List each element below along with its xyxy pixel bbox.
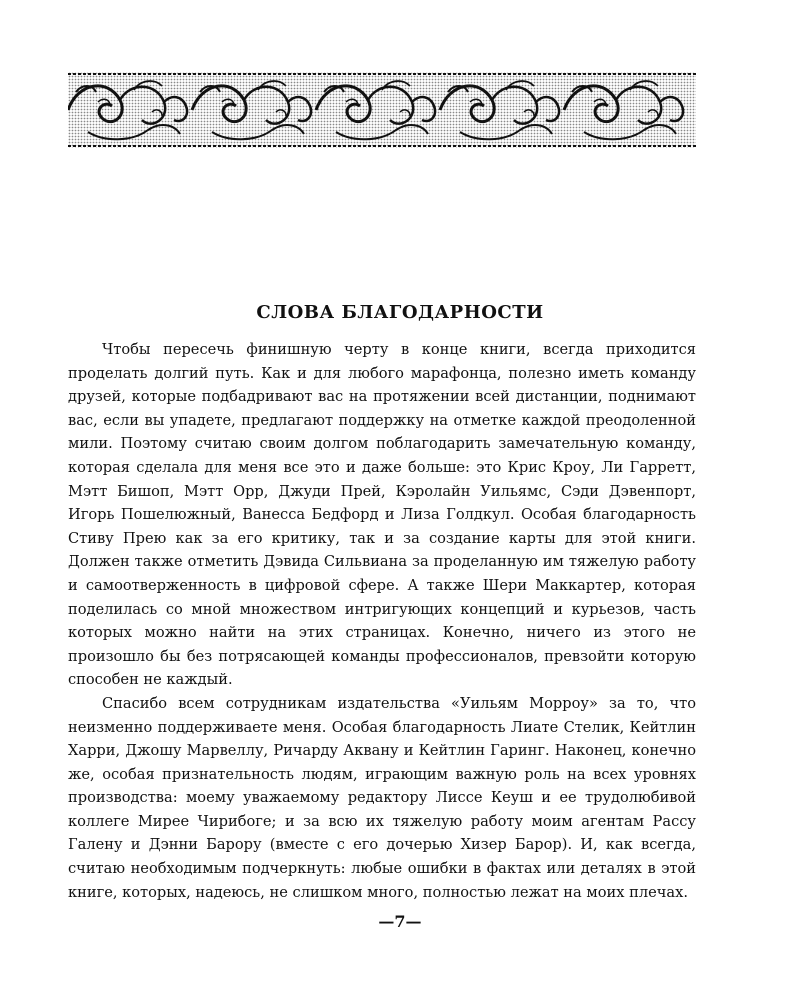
page-title: СЛОВА БЛАГОДАРНОСТИ [256,302,544,323]
acknowledgements-body [68,338,696,904]
decorative-scroll-border-icon [68,72,696,148]
page-number: —7— [378,912,422,931]
paragraph: Чтобы пересечь финишную черту в конце книги, всегда приходится проделать долгий путь. Как и для любого марафонца, полезно иметь команду друзей, которые подбадривают вас на протяжении всей дистанции, поднимают вас, если вы упадете, предлагают поддержку на отметке каждой преодоленной мили. Поэтому считаю своим долгом поблагодарить замечательную команду, которая сделала для меня все это и даже больше: это Крис Кроу, Ли Гарретт, Мэтт Бишоп, Мэтт Орр, Джуди Прей, Кэролайн Уильямс, Сэди Дэвенпорт, Игорь Пошелюжный, Ванесса Бедфорд и Лиза Голдкул. Особая благодарность Стиву Прею как за его критику, так и за создание карты для этой книги. Должен также отметить Дэвида Сильвиана за проделанную им тяжелую работу и самоотверженность в цифровой сфере. А также Шери Маккартер, которая поделилась со мной множеством интригующих концепций и курьезов, часть которых можно найти на этих страницах. Конечно, ничего из этого не произошло бы без потрясающей команды профессионалов, превзойти которую способен не каждый. [68,341,696,689]
paragraph: Спасибо всем сотрудникам издательства «Уильям Морроу» за то, что неизменно поддерживаете меня. Особая благодарность Лиате Стелик, Кейтлин Харри, Джошу Марвеллу, Ричарду Аквану и Кейтлин Гаринг. Наконец, конечно же, особая признательность людям, играющим важную роль на всех уровнях производства: моему уважаемому редактору Лиссе Кеуш и ее трудолюбивой коллеге Мирее Чирибоге; и за всю их тяжелую работу моим агентам Рассу Галену и Дэнни Барору (вместе с его дочерью Хизер Барор). И, как всегда, считаю необходимым подчеркнуть: любые ошибки в фактах или деталях в этой книге, которых, надеюсь, не слишком много, полностью лежат на моих плечах. [68,694,696,901]
